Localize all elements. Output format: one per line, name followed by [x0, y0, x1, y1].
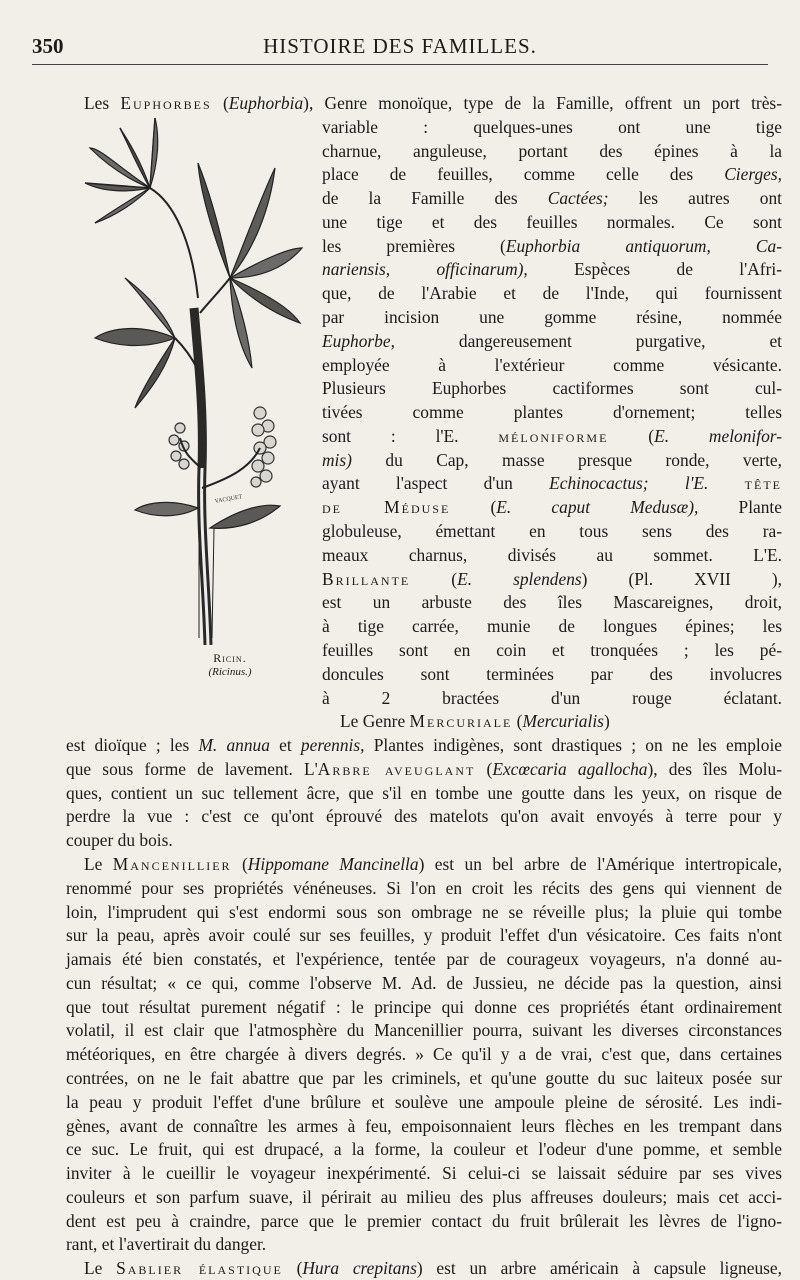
text-line: [84, 853, 782, 876]
text-run: que sous forme de lavement. L': [66, 758, 318, 779]
text-run: à 2 bractées d'un rouge éclatant.: [322, 687, 782, 708]
italic-term: Hura crepitans: [302, 1258, 417, 1279]
text-run: Le Genre: [340, 711, 410, 732]
text-run: Le: [84, 1258, 117, 1279]
text-run: renommé pour ses propriétés vénéneuses. Si l'on en croit les récits des gens qui viennent de: [66, 877, 782, 898]
small-caps-term: Arbre aveuglant: [317, 758, 476, 779]
italic-term: Cierges,: [724, 164, 782, 185]
italic-term: Euphorbia antiquorum, Ca-: [505, 235, 782, 256]
small-caps-term: Mercuriale: [409, 711, 513, 732]
text-run: (: [231, 853, 248, 874]
ricinus-plant-engraving: [80, 108, 305, 645]
text-run: (: [475, 758, 493, 779]
text-run: de la Famille des: [322, 188, 548, 209]
text-run: est un arbuste des îles Mascareignes, droit,: [322, 592, 782, 613]
text-line: [322, 187, 782, 210]
text-run: (: [450, 497, 497, 518]
svg-text:VACQUET: VACQUET: [214, 494, 243, 505]
text-line: [322, 211, 782, 234]
italic-term: Hippomane Mancinella: [247, 853, 419, 874]
text-run: sont : l'E.: [322, 425, 499, 446]
small-caps-term: tête: [744, 473, 782, 494]
text-line: [322, 354, 782, 377]
text-line: [66, 1019, 782, 1042]
italic-term: Mercurialis: [522, 711, 604, 732]
text-line: [322, 425, 782, 448]
text-line: [66, 829, 782, 852]
text-run: que, de l'Arabie et de l'Inde, qui fournissent: [322, 283, 782, 304]
text-line: [322, 544, 782, 567]
text-run: meaux charnus, divisés au sommet. L'E.: [322, 544, 782, 565]
text-line: [322, 591, 782, 614]
italic-term: Euphorbia: [228, 93, 304, 113]
text-run: Plusieurs Euphorbes cactiformes sont cul-: [322, 378, 782, 399]
text-run: que tout résultat purement négatif : le principe qui donne ces propriétés étant ordinairement: [66, 996, 782, 1017]
text-run: cun résultat; « ce qui, comme l'observe M. Ad. de Jussieu, ne décide pas la question, ainsi: [66, 972, 782, 993]
text-run: la peau y produit l'effet d'une brûlure et soulève une ampoule pleine de sérosité. Les indi-: [66, 1091, 782, 1112]
text-run: couleurs et son parfum suave, il périrait au milieu des plus affreuses douleurs; mais cet acci-: [66, 1186, 782, 1207]
text-run: volatil, il est clair que l'atmosphère du Mancenillier pourra, suivant les diverses circonstances: [66, 1020, 782, 1041]
italic-term: E. splendens: [457, 568, 582, 589]
text-run: Le: [84, 853, 113, 874]
text-line: [66, 948, 782, 971]
text-run: ) est un arbre américain à capsule ligneuse,: [416, 1258, 782, 1279]
text-line: [66, 1067, 782, 1090]
text-run: couper du bois.: [66, 830, 173, 851]
text-run: inviter à le cueillir le voyageur inexpérimenté. Si celui-ci se laissait séduire par ses vives: [66, 1163, 782, 1184]
text-run: tivées comme plantes d'ornement; telles: [322, 402, 782, 423]
text-line: [66, 877, 782, 900]
small-caps-term: Euphorbes: [120, 93, 212, 113]
text-line: [66, 1210, 782, 1233]
text-line: [66, 1115, 782, 1138]
text-line: [84, 1257, 782, 1280]
caption-title: Ricin.: [213, 651, 247, 665]
text-line: [322, 235, 782, 258]
italic-term: Echinocactus; l'E.: [549, 473, 709, 494]
italic-term: M. annua: [198, 735, 270, 756]
text-line: [66, 996, 782, 1019]
text-line: [66, 758, 782, 781]
text-line: [322, 687, 782, 710]
text-run: ), Genre monoïque, type de la Famille, offrent un port très-: [303, 93, 782, 113]
italic-term: Cactées;: [547, 188, 609, 209]
text-line: [66, 901, 782, 924]
text-run: les autres ont: [608, 188, 783, 209]
text-run: les premières (: [322, 235, 506, 256]
text-line: [322, 116, 782, 139]
text-line: [66, 1043, 782, 1066]
text-run: du Cap, masse presque ronde, verte,: [351, 449, 782, 470]
text-line: [322, 568, 782, 591]
text-run: charnue, anguleuse, portant des épines à la: [322, 140, 782, 161]
text-run: ) (Pl. XVII ),: [581, 568, 782, 589]
ricinus-illustration: [80, 108, 305, 645]
text-run: (: [410, 568, 458, 589]
text-line: [322, 496, 782, 519]
text-line: [66, 1091, 782, 1114]
text-run: ayant l'aspect d'un: [322, 473, 550, 494]
text-run: gènes, avant de connaître les armes à feu, empoisonnaient leurs flèches en les trempant dans: [66, 1115, 782, 1136]
italic-term: Euphorbe,: [322, 330, 395, 351]
text-run: ) est un bel arbre de l'Amérique intertropicale,: [418, 853, 782, 874]
italic-term: perennis,: [300, 735, 365, 756]
running-title: HISTOIRE DES FAMILLES.: [263, 34, 537, 58]
text-line: [322, 140, 782, 163]
text-line: [66, 1233, 782, 1256]
running-head: [32, 34, 768, 65]
text-run: dangereusement purgative, et: [394, 330, 782, 351]
text-run: employée à l'extérieur comme vésicante.: [322, 354, 782, 375]
text-run: variable : quelques-unes ont une tige: [322, 116, 782, 137]
text-run: ), des îles Molu-: [647, 758, 782, 779]
text-run: [708, 473, 744, 493]
text-run: dent est peu à craindre, parce que le premier contact du fruit brûlerait les lèvres de l'igno-: [66, 1210, 782, 1231]
figure-caption: [195, 651, 265, 679]
text-run: Les: [84, 93, 121, 113]
text-run: est dioïque ; les: [66, 735, 199, 756]
text-run: ): [603, 711, 610, 732]
small-caps-term: méloniforme: [498, 425, 609, 446]
text-line: [322, 258, 782, 281]
text-line: [66, 1138, 782, 1161]
text-line: [66, 734, 782, 757]
text-line: [322, 282, 782, 305]
text-run: Plante: [698, 497, 782, 518]
text-run: ce suc. Le fruit, qui est drupacé, a la forme, la couleur et l'odeur d'une pomme, et semble: [66, 1139, 782, 1160]
text-run: (: [282, 1258, 303, 1279]
text-run: Plantes indigènes, sont drastiques ; on ne les emploie: [364, 735, 782, 756]
text-run: par incision une gomme résine, nommée: [322, 307, 782, 328]
text-run: une tige et des feuilles normales. Ce sont: [322, 211, 782, 232]
text-run: jamais été bien constatés, et l'expérience, tentée par de courageux voyageurs, n'a donné au-: [66, 949, 782, 970]
italic-term: mis): [322, 449, 352, 470]
text-line: [322, 663, 782, 686]
text-run: place de feuilles, comme celle des: [322, 164, 725, 185]
italic-term: E. melonifor-: [654, 425, 782, 446]
text-run: à tige carrée, munie de longues épines; les: [322, 616, 782, 637]
text-line: [66, 924, 782, 947]
text-line: [322, 377, 782, 400]
text-run: (: [211, 93, 229, 113]
text-line: [66, 1186, 782, 1209]
text-run: rant, et l'avertirait du danger.: [66, 1234, 267, 1255]
text-line: [322, 401, 782, 424]
text-run: perdre la vue : c'est ce qu'ont éprouvé des matelots qu'on avait envoyés à terre pour y: [66, 806, 782, 827]
text-run: doncules sont terminées par des involucres: [322, 663, 782, 684]
text-run: contrées, on ne le fait abattre que par les criminels, et qu'une goutte du suc laiteux posée sur: [66, 1067, 782, 1088]
small-caps-term: Mancenillier: [112, 853, 232, 874]
text-line: [66, 782, 782, 805]
small-caps-term: de Méduse: [322, 497, 451, 518]
caption-subtitle: (Ricinus.): [208, 666, 252, 678]
text-line: [322, 639, 782, 662]
text-line: [322, 472, 782, 495]
text-line: [66, 972, 782, 995]
text-run: ques, contient un suc tellement âcre, que s'il en tombe une goutte dans les yeux, on risque de: [66, 782, 782, 803]
text-run: (: [512, 711, 523, 732]
text-line: [322, 615, 782, 638]
text-line: [66, 1162, 782, 1185]
text-run: loin, l'imprudent qui s'est endormi sous son ombrage ne se réveille plus; la pluie qui tombe: [66, 901, 782, 922]
text-line: [340, 710, 782, 733]
text-run: sur la peau, après avoir coulé sur ses feuilles, y produit l'effet d'un vésicatoire. Ces faits n'ont: [66, 925, 782, 946]
text-line: [66, 805, 782, 828]
small-caps-term: Sablier élastique: [116, 1258, 283, 1279]
text-line: [322, 520, 782, 543]
italic-term: nariensis, officinarum),: [322, 259, 528, 280]
text-line: [322, 330, 782, 353]
text-line: [322, 163, 782, 186]
text-run: (: [608, 425, 655, 446]
text-run: Espèces de l'Afri-: [527, 259, 783, 280]
text-run: globuleuse, émettant en tous sens des ra-: [322, 521, 782, 542]
text-line: [322, 449, 782, 472]
page-number: 350: [32, 34, 64, 58]
text-run: feuilles sont en coin et tronquées ; les pé-: [322, 639, 782, 660]
small-caps-term: Brillante: [322, 568, 411, 589]
text-run: et: [269, 735, 301, 756]
italic-term: Excœcaria agallocha: [492, 758, 648, 779]
text-line: [322, 306, 782, 329]
italic-term: E. caput Medusæ),: [496, 497, 699, 518]
text-run: météoriques, en être chargée à divers degrés. » Ce qu'il y a de vrai, c'est que, dans certaines: [66, 1044, 782, 1065]
text-line: [84, 92, 782, 115]
